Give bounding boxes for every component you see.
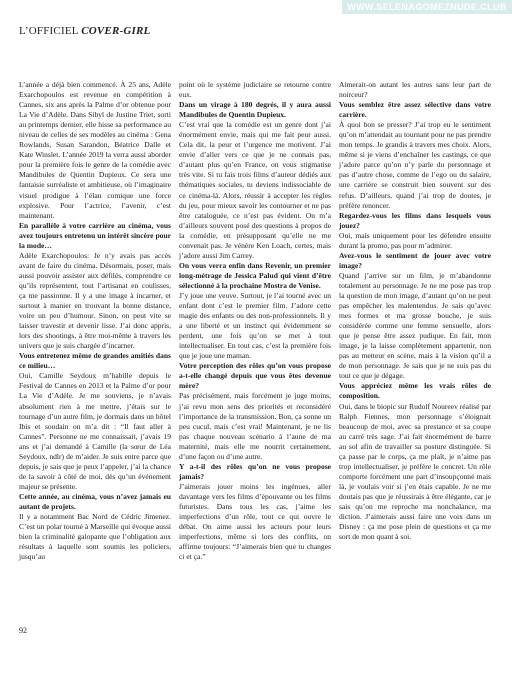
body-paragraph: L’année a déjà bien commencé. À 25 ans, Adèle Exarchopoulos est revenue en compétition à Cannes, six ans après la Palme d’or obtenue pour La Vie d’Adèle. Dans Sibyl de Justine Triet, sorti au printemps dernier, elle hisse sa performance au niveau de celles de ses modèles au cinéma : Gena Rowlands, Susan Sarandon, Béatrice Dalle et Kate Winslet. L’année 2019 la verra aussi aborder pour la première fois le genre de la comédie avec Mandibules de Quentin Dupieux. Ce sera une fantaisie surréaliste et ambitieuse, où l’imaginaire visuel prodigue à l’élan comique une force explosive. Pour l’actrice, l’avenir, c’est maintenant. [19, 80, 171, 220]
interview-question: Votre perception des rôles qu’on vous propose a-t-elle changé depuis que vous êtes devenue mère? [179, 361, 331, 391]
watermark-banner: WWW.SELENAGOMEZNUDE.CLUB [342, 0, 512, 14]
body-paragraph: Aimerait-on autant les autres sans leur part de noirceur? [339, 80, 491, 100]
interview-question: Dans un virage à 180 degrés, il y aura aussi Mandibules de Quentin Dupieux. [179, 100, 331, 120]
body-paragraph: Adèle Exarchopoulos: Je n’y avais pas accès avant de faire du cinéma. Désormais, poser, mais aussi pouvoir assister aux défilés, comprendre ce qu’ils représentent, tout l’artisanat en coulisses, ça me passionne. Il y a une image à incarner, et surtout à manier en trouvant la bonne distance, voire un peu d’humour. Sinon, on peut vite se laisser travestir et devenir lisse. J’ai donc appris, lors des shootings, à être moi-même à travers les univers que je suis chargée d’incarner. [19, 250, 171, 351]
body-paragraph: Pas précisément, mais forcément je juge moins, j’ai revu mon sens des priorités et reconsidéré l’importance de la transmission. Bon, ça sonne un peu cucul, mais c’est vrai! Maintenant, je ne lis pas chaque nouveau scénario à l’aune de ma maternité, mais elle me nourrit certainement, d’une façon ou d’une autre. [179, 391, 331, 461]
magazine-name: L’OFFICIEL [19, 25, 79, 37]
text-column-2 [179, 80, 331, 562]
interview-question: En parallèle à votre carrière au cinéma, vous avez toujours entretenu un intérêt sincère pour la mode… [19, 220, 171, 250]
interview-question: Vous entretenez même de grandes amitiés dans ce milieu… [19, 351, 171, 371]
interview-question: Vous appréciez même les vrais rôles de composition. [339, 381, 491, 401]
body-paragraph: J’y joue une veuve. Surtout, je l’ai tourné avec un enfant dont c’est le premier film. J’adore cette magie des enfants ou des non-professionnels. Il y a une liberté et un instinct qui évidemment se perdent, une fois qu’on se met à tout intellectualiser. En tout cas, c’est la première fois que je joue une maman. [179, 290, 331, 361]
body-paragraph: Oui, dans le biopic sur Rudolf Noureev réalisé par Ralph Fiennes, mon personnage s’éloignait beaucoup de moi, avec sa prestance et sa coupe au carré très sage. J’ai fait énormément de barre au sol afin de travailler sa posture distinguée. Si ça passe par le corps, ça me plaît, je n’aime pas trop intellectualiser, je préfère le concret. Un rôle comporte forcément une part d’insoupçonné mais là, je voulais voir si j’en étais capable. Je ne me doutais pas que je réussirais à être élégante, car je sais qu’on me reproche ma nonchalance, ma diction. J’aimerais aussi faire une voix dans un Disney : ça me pose plein de questions et ça me sort de mon quant à soi. [339, 401, 491, 542]
interview-question: Regardez-vous les films dans lesquels vous jouez? [339, 210, 491, 230]
page-header [19, 25, 150, 37]
body-paragraph: J’aimerais jouer moins les ingénues, aller davantage vers les films d’épouvante ou les films futuristes. Dans tous les cas, j’aime les imperfections d’un rôle, tout ce qui ouvre le débat. On aime aussi les acteurs pour leurs imperfections, même si lors des conflits, on affirme toujours: “J’aimerais bien que tu changes ci et ça.” [179, 481, 331, 562]
interview-question: Vous semblez être assez sélective dans votre carrière. [339, 100, 491, 120]
body-paragraph: Oui, mais uniquement pour les défendre ensuite durant la promo, pas pour m’admirer. [339, 230, 491, 250]
body-paragraph: Oui, Camille Seydoux m’habille depuis le Festival de Cannes en 2013 et la Palme d’or pour La Vie d’Adèle. Je me souviens, je n’avais absolument rien à me mettre, j’étais sur le tournage d’un autre film, je dormais dans un hôtel Ibis et soudain on m’a dit : “Il faut aller à Cannes”. Personne ne me connaissait, j’avais 19 ans et j’ai demandé à Camille (la sœur de Léa Seydoux, ndlr) de m’aider. Je suis entre parce que depuis, je sais que je peux l’appeler, j’ai la chance de la savoir à côté de moi, dès qu’un événement majeur se présente. [19, 371, 171, 491]
body-paragraph: À quoi bon se presser? J’ai trop eu le sentiment qu’on m’attendait au tournant pour ne pas prendre mon temps. Je grandis à travers mes choix. Alors, même si je viens d’enchaîner les castings, ce que j’adore parce qu’on n’y parle du personnage et pas d’autre chose, comme de l’ego ou du salaire, une carrière se construit bien souvent sur des refus. D’ailleurs, quand j’ai trop de doutes, je préfère renoncer. [339, 120, 491, 210]
page-number: 92 [19, 626, 27, 635]
interview-question: Y a-t-il des rôles qu’on ne vous propose jamais? [179, 461, 331, 481]
body-paragraph: point où le système judiciaire se retourne contre eux. [179, 80, 331, 100]
body-paragraph: Il y a notamment Bac Nord de Cédric Jimenez. C’est un polar tourné à Marseille qui évoque aussi bien la criminalité galopante que l’obligation aux résultats à laquelle sont soumis les policiers, jusqu’au [19, 512, 171, 562]
body-paragraph: Quand j’arrive sur un film, je m’abandonne totalement au personnage. Je ne me pose pas trop la question de mon image, d’autant qu’on ne peut pas empêcher les malentendus. Je sais qu’avec mes formes et ma grosse bouche, je suis considérée comme une femme sensuelle, alors que je pense être assez pudique. En fait, mon image, je la laisse complètement appartenir, non pas au metteur en scène, mais à la vision qu’il a de mon personnage. Je sais que je ne suis pas du tout ce que je dégage. [339, 270, 491, 381]
interview-question: Cette année, au cinéma, vous n’avez jamais eu autant de projets. [19, 491, 171, 511]
text-column-1 [19, 80, 171, 562]
interview-question: Avez-vous le sentiment de jouer avec votre image? [339, 250, 491, 270]
interview-question: On vous verra enfin dans Revenir, un premier long-métrage de Jessica Palud qui vient d’être sélectionné à la prochaine Mostra de Venise. [179, 260, 331, 290]
text-column-3 [339, 80, 491, 542]
body-paragraph: C’est vrai que la comédie est un genre dont j’ai énormément envie, mais qui me fait peur aussi. Cela dit, la peur et l’urgence me motivent. J’ai envie d’aller vers ce que je ne connais pas, d’autant plus qu’en France, on vous stigmatise très vite. Si tu fais trois films d’auteur dédiés aux thématiques sociales, tu deviens indissociable de ce cinéma-là. Alors, réussir à accepter les règles du jeu, pour mieux savoir les contourner et ne pas être cataloguée, ce n’est pas évident. On m’a d’ailleurs souvent posé des questions à propos de la comédie, en présupposant qu’elle ne me convenait pas. Je vénère Ken Loach, certes, mais j’adore aussi Jim Carrey. [179, 120, 331, 260]
section-name: COVER-GIRL [81, 25, 151, 37]
